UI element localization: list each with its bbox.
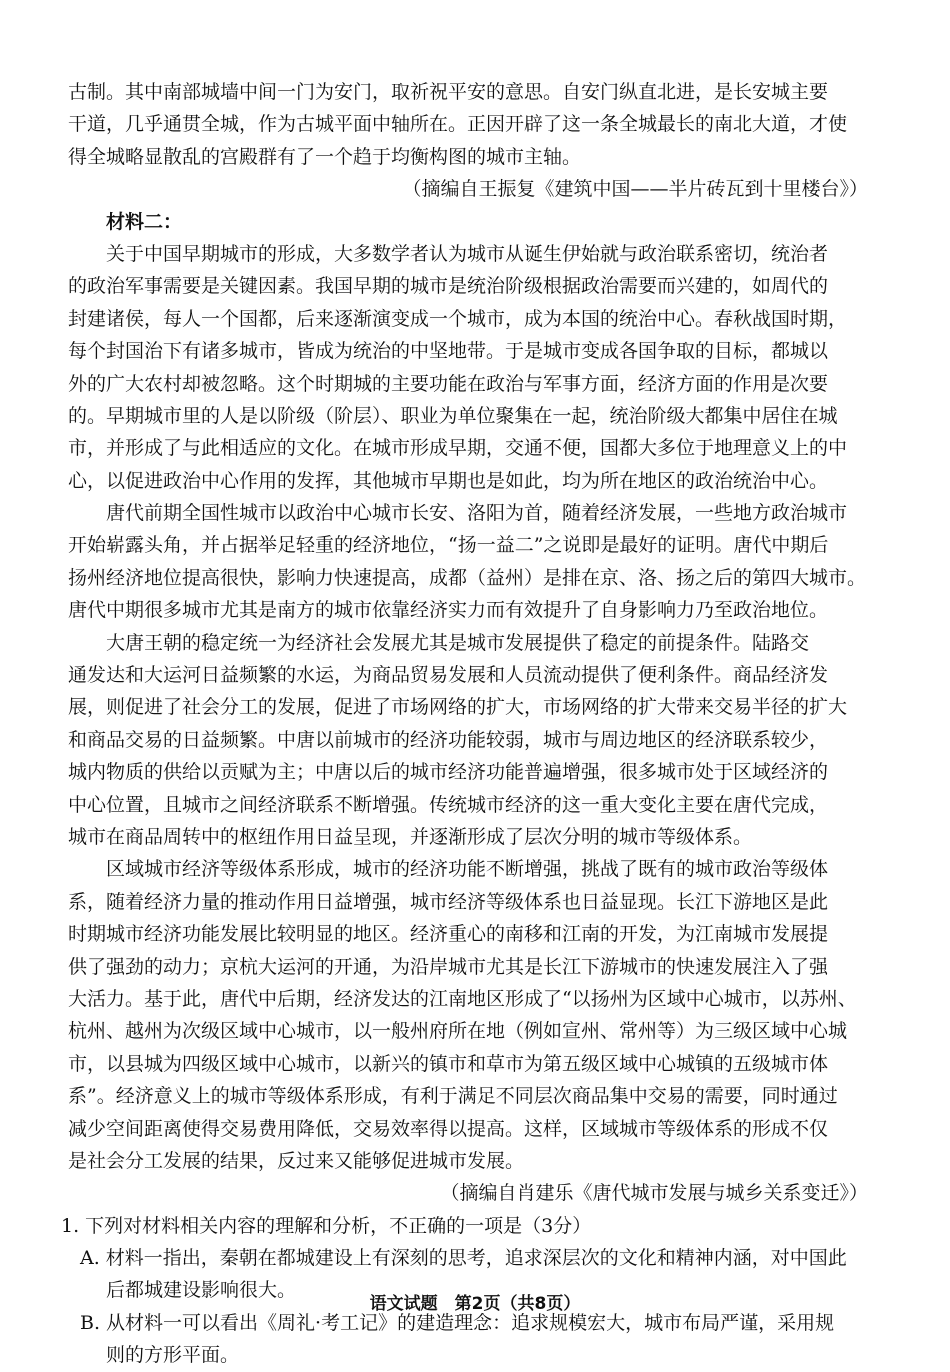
text-line: 唐代中期很多城市尤其是南方的城市依靠经济实力而有效提升了自身影响力乃至政治地位。 — [68, 599, 829, 622]
text-line: 市，以县城为四级区域中心城市，以新兴的镇市和草市为第五级区域中心城镇的五级城市体 — [68, 1052, 829, 1075]
text-line: 封建诸侯，每人一个国都，后来逐渐演变成一个城市，成为本国的统治中心。春秋战国时期， — [68, 307, 848, 330]
source-citation: （摘编自肖建乐《唐代城市发展与城乡关系变迁》） — [440, 1182, 868, 1205]
text-line: 开始崭露头角，并占据举足轻重的经济地位，“扬一益二”之说即是最好的证明。唐代中期后 — [68, 534, 829, 557]
text-line: 外的广大农村却被忽略。这个时期城的主要功能在政治与军事方面，经济方面的作用是次要 — [68, 372, 829, 395]
text-line: 供了强劲的动力；京杭大运河的开通，为沿岸城市尤其是长江下游城市的快速发展注入了强 — [68, 955, 829, 978]
text-line: 得全城略显散乱的宫殿群有了一个趋于均衡构图的城市主轴。 — [68, 145, 582, 168]
text-line: 是社会分工发展的结果，反过来又能够促进城市发展。 — [68, 1149, 525, 1172]
question-stem: 1. 下列对材料相关内容的理解和分析，不正确的一项是（3分） — [61, 1214, 592, 1237]
text-line: 城内物质的供给以贡赋为主；中唐以后的城市经济功能普遍增强，很多城市处于区域经济的 — [68, 761, 829, 784]
text-line: 中心位置，且城市之间经济联系不断增强。传统城市经济的这一重大变化主要在唐代完成， — [68, 793, 829, 816]
exam-page — [61, 76, 868, 1372]
option-b-continued: 则的方形平面。 — [106, 1344, 240, 1367]
text-line: 时期城市经济功能发展比较明显的地区。经济重心的南移和江南的开发，为江南城市发展提 — [68, 923, 829, 946]
option-a: A. 材料一指出，秦朝在都城建设上有深刻的思考，追求深层次的文化和精神内涵，对中国此 — [80, 1247, 847, 1270]
text-line: 城市在商品周转中的枢纽作用日益呈现，并逐渐形成了层次分明的城市等级体系。 — [68, 825, 753, 848]
text-line: 减少空间距离使得交易费用降低，交易效率得以提高。这样，区域城市等级体系的形成不仅 — [68, 1117, 829, 1140]
section-heading: 材料二： — [106, 210, 183, 233]
text-line: 关于中国早期城市的形成，大多数学者认为城市从诞生伊始就与政治联系密切，统治者 — [68, 242, 829, 265]
text-line: 的。早期城市里的人是以阶级（阶层）、职业为单位聚集在一起，统治阶级大都集中居住在城 — [68, 404, 838, 427]
text-line: 扬州经济地位提高很快，影响力快速提高，成都（益州）是排在京、洛、扬之后的第四大城市。 — [68, 566, 867, 589]
text-line: 区域城市经济等级体系形成，城市的经济功能不断增强，挑战了既有的城市政治等级体 — [68, 858, 829, 881]
text-line: 每个封国治下有诸多城市，皆成为统治的中坚地带。于是城市变成各国争取的目标，都城以 — [68, 340, 829, 363]
text-line: 唐代前期全国性城市以政治中心城市长安、洛阳为首，随着经济发展，一些地方政治城市 — [68, 502, 848, 525]
text-line: 干道，几乎通贯全城，作为古城平面中轴所在。正因开辟了这一条全城最长的南北大道，才使 — [68, 113, 848, 136]
text-line: 的政治军事需要是关键因素。我国早期的城市是统治阶级根据政治需要而兴建的，如周代的 — [68, 275, 829, 298]
text-line: 系”。经济意义上的城市等级体系形成，有利于满足不同层次商品集中交易的需要，同时通过 — [68, 1085, 838, 1108]
text-line: 大活力。基于此，唐代中后期，经济发达的江南地区形成了“以扬州为区域中心城市，以苏州、 — [68, 987, 857, 1010]
page-footer: 语文试题 第2页（共8页） — [369, 1294, 581, 1314]
text-line: 和商品交易的日益频繁。中唐以前城市的经济功能较弱，城市与周边地区的经济联系较少， — [68, 728, 829, 751]
source-citation: （摘编自王振复《建筑中国——半片砖瓦到十里楼台》） — [402, 178, 868, 201]
text-line: 大唐王朝的稳定统一为经济社会发展尤其是城市发展提供了稳定的前提条件。陆路交 — [68, 631, 810, 654]
option-b: B. 从材料一可以看出《周礼·考工记》的建造理念：追求规模宏大，城市布局严谨，采用规 — [80, 1311, 835, 1334]
text-line: 心，以促进政治中心作用的发挥，其他城市早期也是如此，均为所在地区的政治统治中心。 — [68, 469, 829, 492]
text-line: 通发达和大运河日益频繁的水运，为商品贸易发展和人员流动提供了便利条件。商品经济发 — [68, 664, 829, 687]
text-line: 系，随着经济力量的推动作用日益增强，城市经济等级体系也日益显现。长江下游地区是此 — [68, 890, 829, 913]
text-line: 市，并形成了与此相适应的文化。在城市形成早期，交通不便，国都大多位于地理意义上的中 — [68, 437, 848, 460]
text-line: 古制。其中南部城墙中间一门为安门，取祈祝平安的意思。自安门纵直北进，是长安城主要 — [68, 81, 829, 103]
option-a-continued: 后都城建设影响很大。 — [106, 1279, 297, 1302]
text-line: 展，则促进了社会分工的发展，促进了市场网络的扩大，市场网络的扩大带来交易半径的扩大 — [68, 696, 848, 719]
text-line: 杭州、越州为次级区域中心城市，以一般州府所在地（例如宣州、常州等）为三级区域中心城 — [68, 1020, 848, 1043]
